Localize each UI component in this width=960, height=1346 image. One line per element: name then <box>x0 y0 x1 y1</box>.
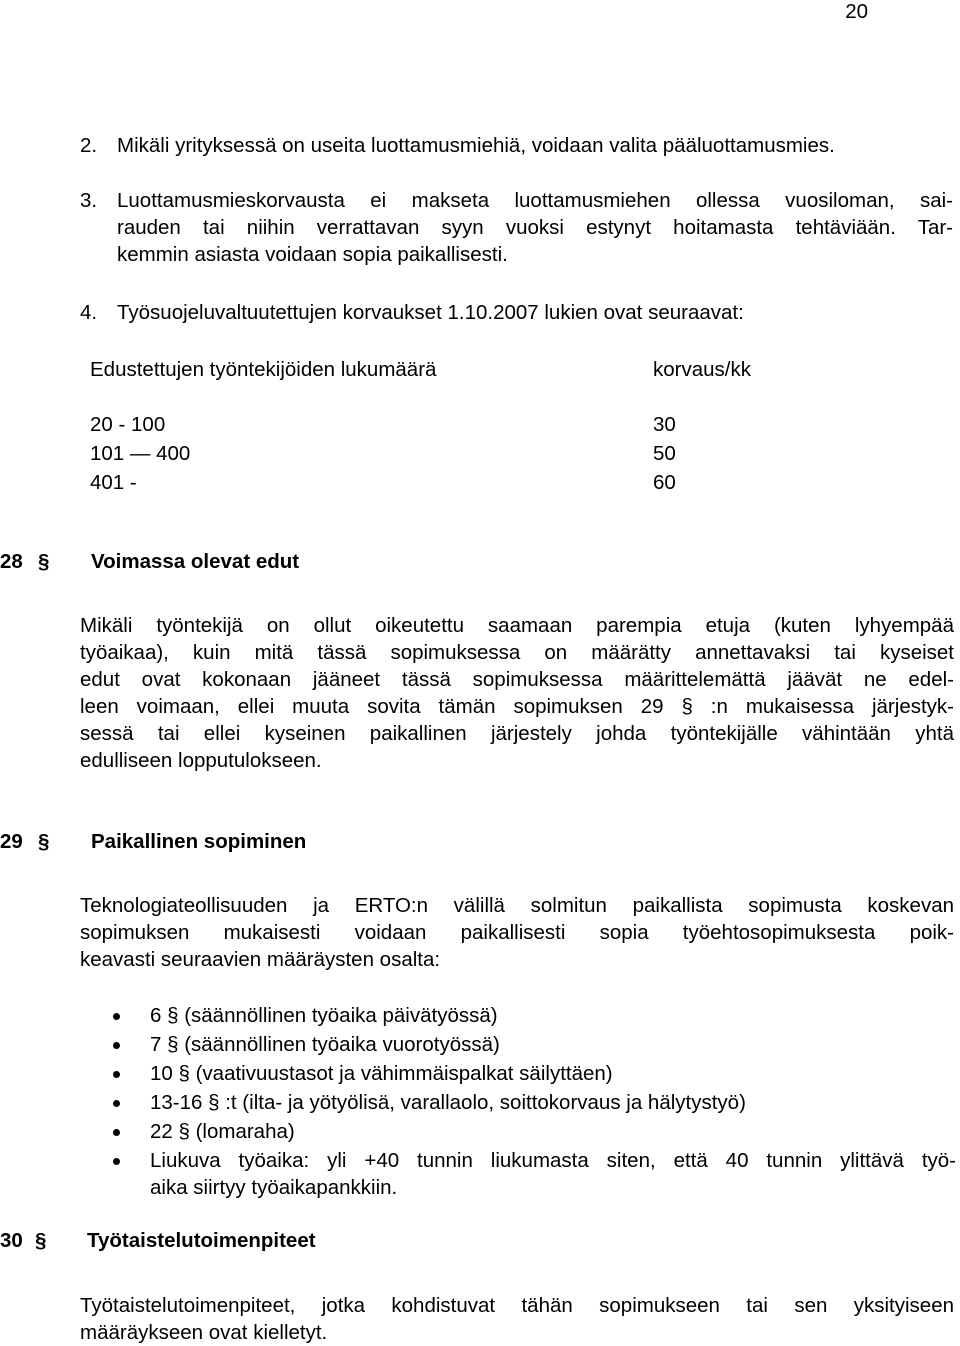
bullet-icon <box>113 1013 120 1020</box>
section-title: Paikallinen sopiminen <box>91 830 307 853</box>
item-number: 2. <box>80 134 98 157</box>
list-item <box>113 1147 955 1201</box>
text-line: sessä tai ellei kyseinen paikallinen järjestely johda työntekijälle vähintään yhtä <box>80 722 954 745</box>
table-row <box>90 440 790 467</box>
text-line: Mikäli työntekijä on ollut oikeutettu saamaan parempia etuja (kuten lyhyempää <box>80 614 954 637</box>
table-cell: 30 <box>653 413 676 436</box>
section-heading-30 <box>0 1227 600 1257</box>
section-29-paragraph <box>80 892 954 973</box>
section-number: 30 <box>0 1229 23 1252</box>
bullet-icon <box>113 1042 120 1049</box>
section-28-paragraph <box>80 612 954 774</box>
page-number: 20 <box>845 0 868 23</box>
table-cell: 50 <box>653 442 676 465</box>
text-line: sopimuksen mukaisesti voidaan paikallisesti sopia työehtosopimuksesta poik- <box>80 921 954 944</box>
numbered-item <box>80 187 960 268</box>
text-line: Luottamusmieskorvausta ei makseta luottamusmiehen ollessa vuosiloman, sai- <box>117 189 953 212</box>
bullet-icon <box>113 1100 120 1107</box>
list-item-text <box>150 1147 956 1201</box>
text-line: rauden tai niihin verrattavan syyn vuoksi estynyt hoitamasta tehtäviään. Tar- <box>117 216 953 239</box>
section-sign-icon: § <box>35 1229 47 1252</box>
section-30-paragraph <box>80 1292 954 1346</box>
text-line: keavasti seuraavien määräysten osalta: <box>80 948 441 971</box>
item-text: Mikäli yrityksessä on useita luottamusmiehiä, voidaan valita pääluottamusmies. <box>117 134 835 157</box>
section-title: Voimassa olevat edut <box>91 550 300 573</box>
table-cell: 401 - <box>90 471 137 494</box>
section-number: 29 <box>0 830 23 853</box>
list-item-text: 7 § (säännöllinen työaika vuorotyössä) <box>150 1033 500 1056</box>
list-item-text: 13-16 § :t (ilta- ja yötyölisä, varallaolo, soittokorvaus ja hälytystyö) <box>150 1091 746 1114</box>
section-title: Työtaistelutoimenpiteet <box>87 1229 316 1252</box>
list-item <box>113 1002 955 1031</box>
table-row <box>90 411 790 438</box>
bullet-icon <box>113 1158 120 1165</box>
bullet-list <box>113 1002 955 1201</box>
section-heading-28 <box>0 548 600 578</box>
text-line: leen voimaan, ellei muuta sovita tämän sopimuksen 29 § :n mukaisessa järjestyk- <box>80 695 954 718</box>
list-item <box>113 1031 955 1060</box>
text-line: kemmin asiasta voidaan sopia paikallisesti. <box>117 243 508 266</box>
table-cell: 20 - 100 <box>90 413 166 436</box>
table-cell: 101 — 400 <box>90 442 191 465</box>
list-item <box>113 1089 955 1118</box>
bullet-icon <box>113 1129 120 1136</box>
list-item-text: 10 § (vaativuustasot ja vähimmäispalkat säilyttäen) <box>150 1062 613 1085</box>
section-heading-29 <box>0 828 600 858</box>
text-line: määräykseen ovat kielletyt. <box>80 1321 328 1344</box>
table-header-compensation: korvaus/kk <box>653 358 751 381</box>
text-line: Työtaistelutoimenpiteet, jotka kohdistuvat tähän sopimukseen tai sen yksityiseen <box>80 1294 954 1317</box>
table-header-row <box>90 356 790 383</box>
section-number: 28 <box>0 550 23 573</box>
section-sign-icon: § <box>38 830 50 853</box>
list-item-text: 6 § (säännöllinen työaika päivätyössä) <box>150 1004 498 1027</box>
list-item-text: 22 § (lomaraha) <box>150 1120 295 1143</box>
list-item <box>113 1118 955 1147</box>
table-cell: 60 <box>653 471 676 494</box>
item-number: 4. <box>80 301 98 324</box>
section-sign-icon: § <box>38 550 50 573</box>
item-text: Työsuojeluvaltuutettujen korvaukset 1.10.2007 lukien ovat seuraavat: <box>117 301 744 324</box>
text-line: Liukuva työaika: yli +40 tunnin liukumasta siten, että 40 tunnin ylittävä työ- <box>150 1149 956 1172</box>
text-line: edulliseen lopputulokseen. <box>80 749 322 772</box>
item-text <box>117 187 953 268</box>
item-number: 3. <box>80 189 98 212</box>
text-line: työaikaa), kuin mitä tässä sopimuksessa on määrätty annettavaksi tai kyseiset <box>80 641 954 664</box>
table-row <box>90 469 790 496</box>
text-line: edut ovat kokonaan jääneet tässä sopimuksessa määrittelemättä jäävät ne edel- <box>80 668 954 691</box>
text-line: Teknologiateollisuuden ja ERTO:n välillä solmitun paikallista sopimusta koskevan <box>80 894 954 917</box>
table-header-count: Edustettujen työntekijöiden lukumäärä <box>90 358 437 381</box>
list-item <box>113 1060 955 1089</box>
bullet-icon <box>113 1071 120 1078</box>
text-line: aika siirtyy työaikapankkiin. <box>150 1176 398 1199</box>
